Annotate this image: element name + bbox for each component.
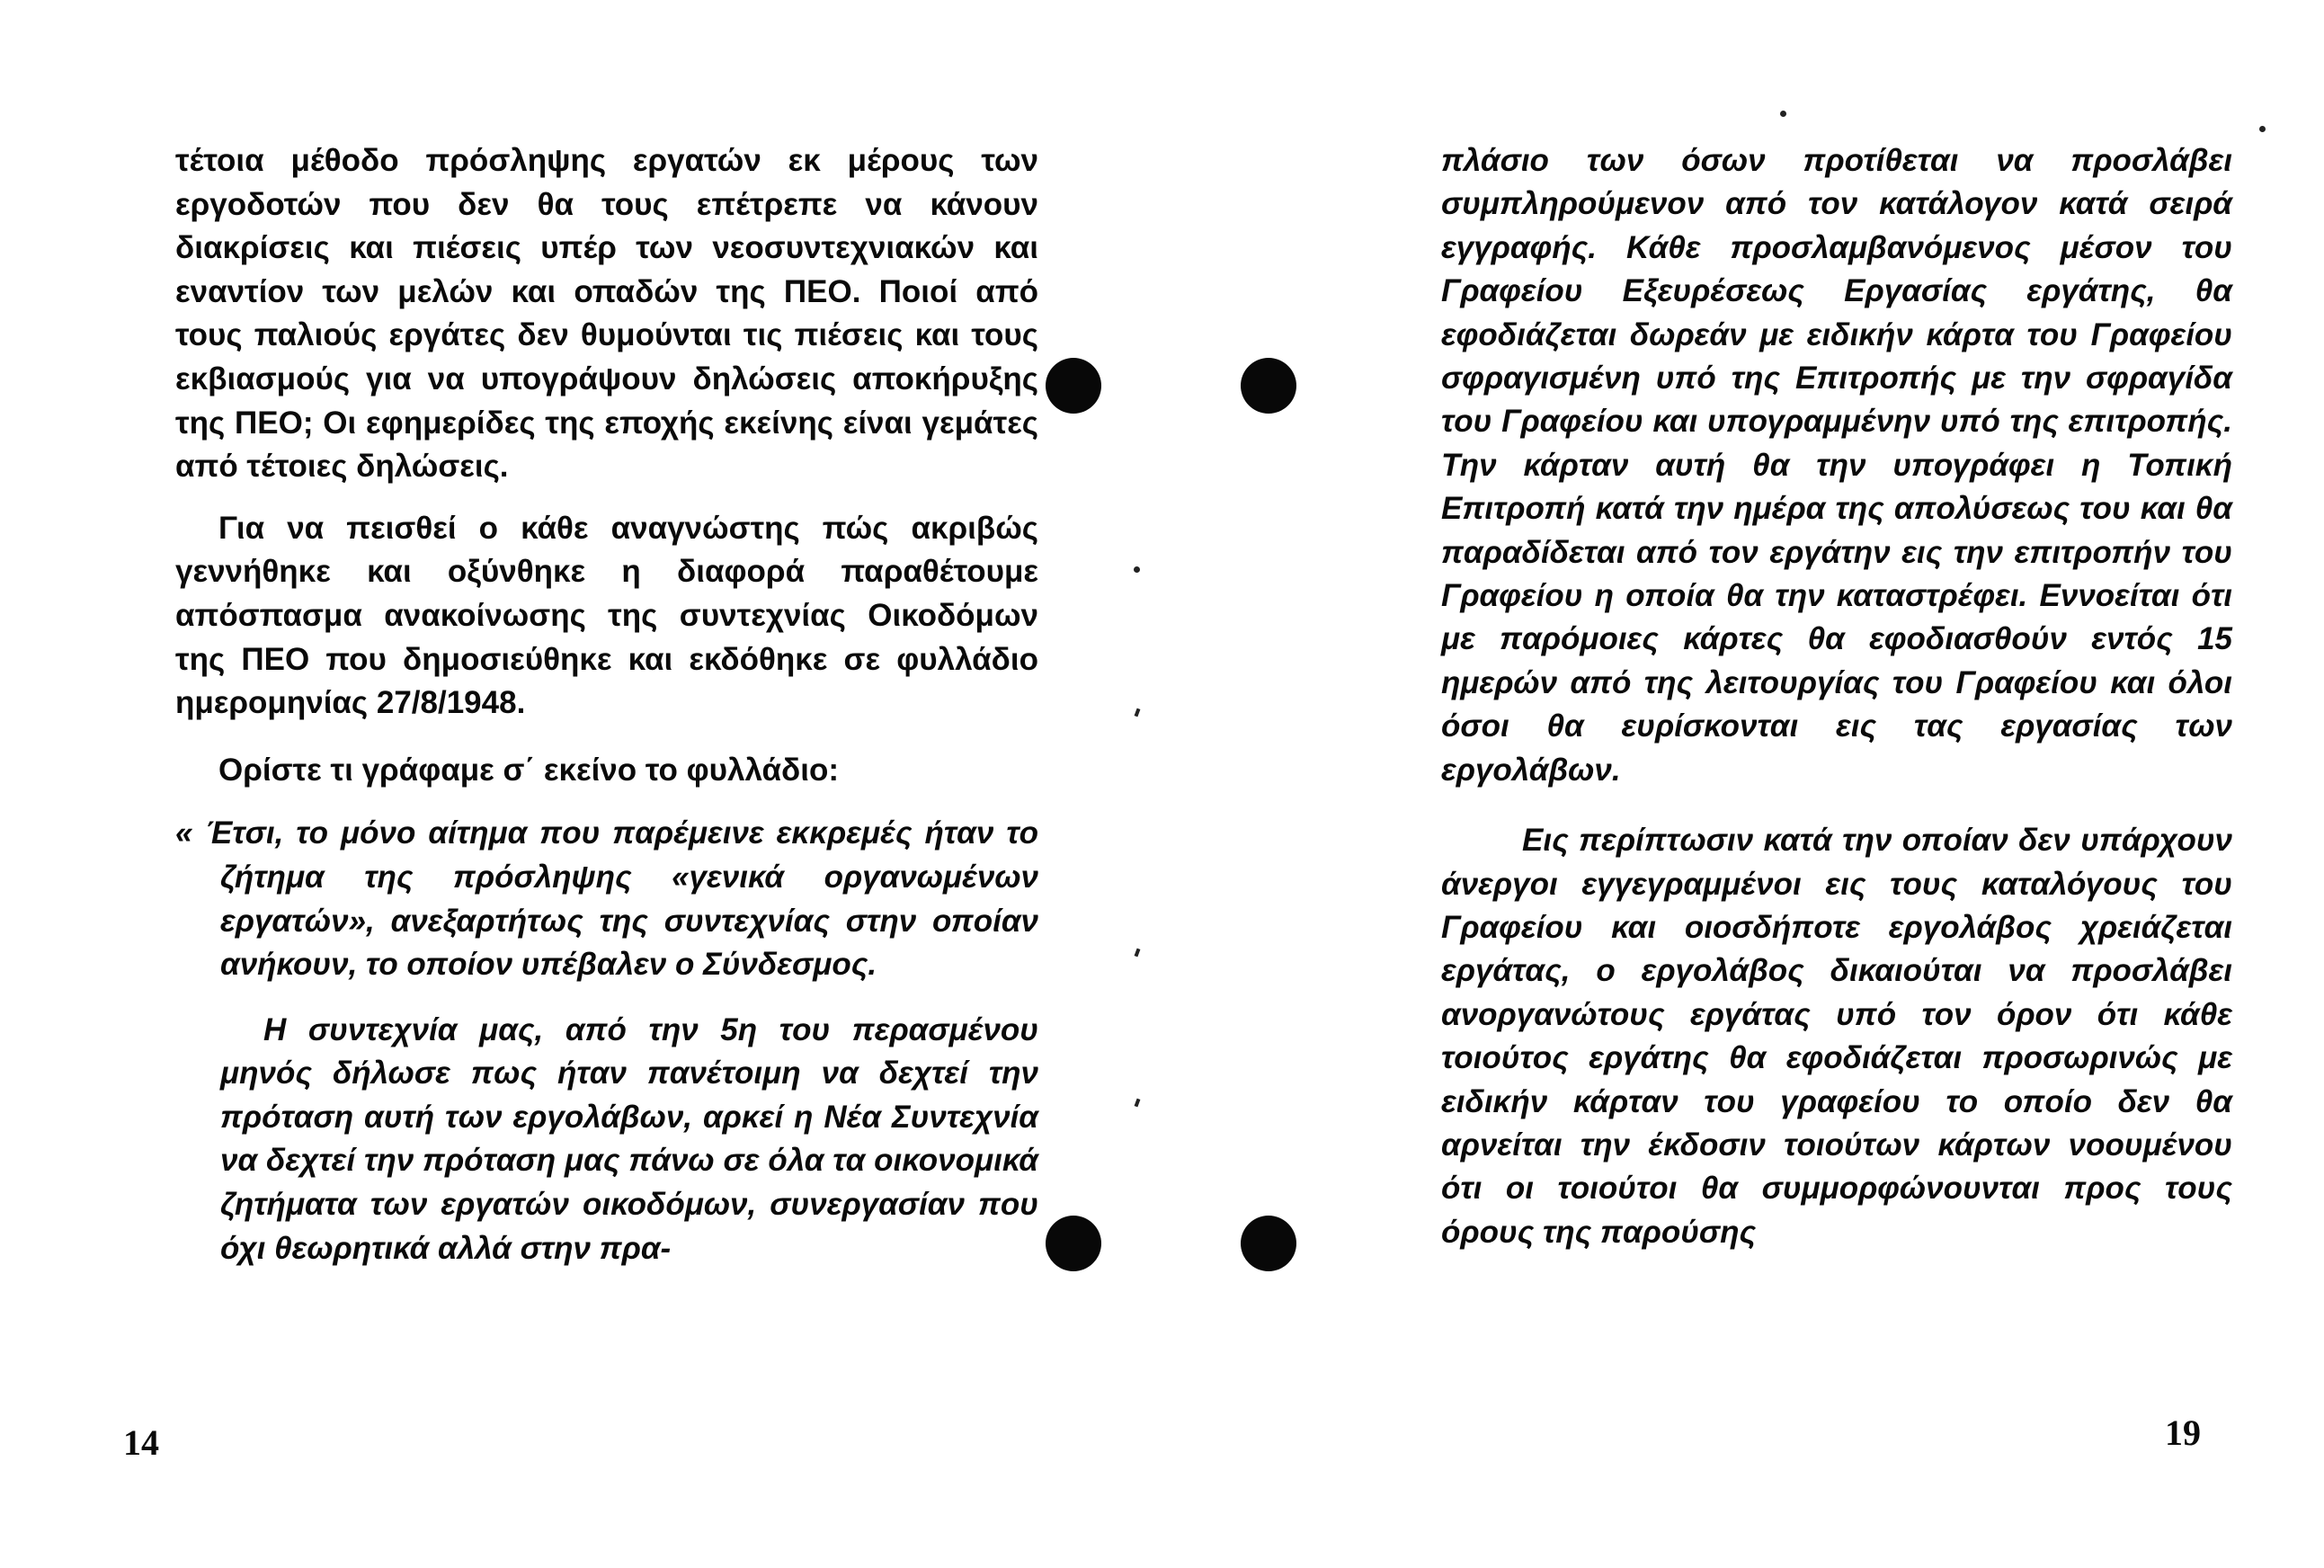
speck-mark — [1135, 708, 1141, 717]
quote-paragraph-2: Η συντεχνία μας, από την 5η του περασμένου μηνός δήλωσε πως ήταν πανέτοιμη να δεχτεί την πρόταση αυτή των εργολάβων, αρκεί η Νέα Συντεχνία να δεχτεί την πρόταση μας πάνω σε όλα τα οικονομικά ζητήματα των εργατών οικοδόμων, συνεργασίαν που όχι θεωρητικά αλλά στην πρα- — [220, 1011, 1038, 1266]
left-page — [0, 0, 1142, 1568]
speck-mark — [1134, 566, 1140, 573]
binder-hole-top-right — [1241, 358, 1296, 414]
binder-hole-bottom-left — [1046, 1216, 1101, 1271]
binder-hole-top-left — [1046, 358, 1101, 414]
left-paragraph-1: τέτοια μέθοδο πρόσληψης εργατών εκ μέρους των εργοδοτών που δεν θα τους επέτρεπε να κάνουν διακρίσεις και πιέσεις υπέρ των νεοσυντεχνιακών και εναντίον των μελών και οπαδών της ΠΕΟ. Ποιοί από τους παλιούς εργάτες δεν θυμούνται τις πιέσεις και τους εκβιασμούς για να υπογράψουν δηλώσεις αποκήρυξης της ΠΕΟ; Οι εφημερίδες της εποχής εκείνης είναι γεμάτες από τέτοιες δηλώσεις. — [175, 143, 1038, 485]
speck-mark — [1135, 949, 1141, 958]
right-paragraph-1: πλάσιο των όσων προτίθεται να προσλάβει συμπληρούμενον από τον κατάλογον κατά σειρά εγγραφής. Κάθε προσλαμβανόμενος μέσον του Γραφείου Εξευρέσεως Εργασίας εργάτης, θα εφοδιάζεται δωρεάν με ειδικήν κάρτα του Γραφείου σφραγισμένη υπό της Επιτροπής με την σφραγίδα του Γραφείου και υπογραμμένην υπό της επιτροπής. Την κάρταν αυτή θα την υπογράφει η Τοπική Επιτροπή κατά την ημέρα της απολύσεως του και θα παραδίδεται από τον εργάτην εις την επιτροπήν του Γραφείου η οποία θα την καταστρέφει. Εννοείται ότι με παρόμοιες κάρτες θα εφοδιασθούν εντός 15 ημερών από της λειτουργίας του Γραφείου και όλοι όσοι θα ευρίσκονται εις τας εργασίας των εργολάβων. — [1441, 143, 2232, 788]
quoted-announcement — [175, 812, 1038, 1270]
binder-hole-bottom-right — [1241, 1216, 1296, 1271]
left-text-column — [175, 139, 1038, 1270]
speck-mark — [2259, 126, 2266, 132]
speck-mark — [1135, 1099, 1141, 1108]
right-page — [1142, 0, 2324, 1568]
right-paragraph-2: Εις περίπτωσιν κατά την οποίαν δεν υπάρχουν άνεργοι εγγεγραμμένοι εις τους καταλόγους του Γραφείου και οιοσδήποτε εργολάβος χρειάζεται εργάτας, ο εργολάβος δικαιούται να προσλάβει ανοργανώτους εργάτας υπό τον όρον ότι κάθε τοιούτος εργάτης θα εφοδιάζεται προσωρινώς με ειδικήν κάρταν του γραφείου το οποίο δεν θα αρνείται την έκδοσιν τοιούτων κάρτων νοουμένου ότι οι τοιούτοι θα συμμορφώνουνται προς τους όρους της παρούσης — [1441, 823, 2232, 1250]
right-text-column — [1441, 139, 2232, 1254]
right-page-number: 19 — [2165, 1412, 2201, 1453]
left-paragraph-2: Για να πεισθεί ο κάθε αναγνώστης πώς ακριβώς γεννήθηκε και οξύνθηκε η διαφορά παραθέτουμε απόσπασμα ανακοίνωσης της συντεχνίας Οικοδόμων της ΠΕΟ που δημοσιεύθηκε και εκδόθηκε σε φυλλάδιο ημερομηνίας 27/8/1948. — [175, 510, 1038, 721]
speck-mark — [1780, 111, 1786, 117]
quote-paragraph-1: « Έτσι, το μόνο αίτημα που παρέμεινε εκκρεμές ήταν το ζήτημα της πρόσληψης «γενικά οργανωμένων εργατών», ανεξαρτήτως της συντεχνίας στην οποίαν ανήκουν, το οποίον υπέβαλεν ο Σύνδεσμος. — [175, 815, 1038, 983]
left-paragraph-3: Ορίστε τι γράφαμε σ΄ εκείνο το φυλλάδιο: — [218, 752, 840, 788]
left-page-number: 14 — [123, 1422, 159, 1463]
